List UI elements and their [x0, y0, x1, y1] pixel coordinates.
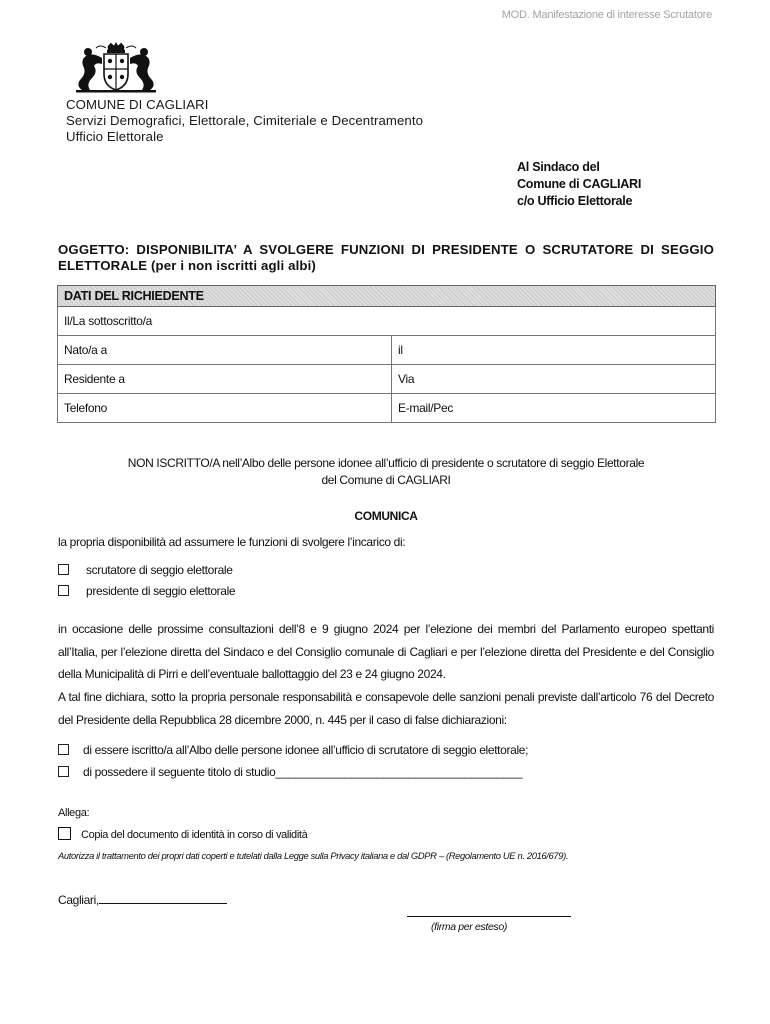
street-field[interactable]: Via [392, 365, 716, 394]
recipient-line-1: Al Sindaco del [517, 160, 600, 174]
option-scrutatore-label: scrutatore di seggio elettorale [86, 563, 233, 577]
comunica-title: COMUNICA [354, 509, 418, 523]
recipient-line-3: c/o Ufficio Elettorale [517, 194, 633, 208]
phone-field[interactable]: Telefono [58, 394, 392, 423]
declaration-item-1[interactable] [58, 743, 528, 757]
option-presidente-label: presidente di seggio elettorale [86, 584, 236, 598]
subject-suffix: (per i non iscritti agli albi) [147, 258, 316, 273]
option-scrutatore[interactable] [58, 563, 233, 577]
recipient-block [517, 159, 641, 210]
organization-name: COMUNE DI CAGLIARI [66, 97, 209, 112]
privacy-notice: Autorizza il trattamento dei propri dati coperti e tutelati dalla Legge sulla Privacy italiana e dal GDPR – (Regolamento UE n. 2016/679). [58, 850, 569, 861]
form-code-label: MOD. Manifestazione di interesse Scrutatore [501, 9, 712, 21]
subject-text: OGGETTO: DISPONIBILITA’ A SVOLGERE FUNZIONI DI PRESIDENTE O SCRUTATORE DI SEGGIO ELETTORALE [58, 242, 714, 273]
signature-line[interactable] [407, 916, 571, 917]
checkbox-icon[interactable] [58, 766, 69, 777]
organization-department: Servizi Demografici, Elettorale, Cimiteriale e Decentramento [66, 113, 424, 128]
organization-block [66, 97, 423, 145]
email-field[interactable]: E-mail/Pec [392, 394, 716, 423]
signer-name-field[interactable]: Il/La sottoscritto/a [58, 307, 716, 336]
checkbox-icon[interactable] [58, 827, 71, 840]
declaration-item-2-label: di possedere il seguente titolo di studio_______________________________________ [83, 765, 523, 779]
applicant-data-table [57, 285, 716, 423]
checkbox-icon[interactable] [58, 564, 69, 575]
birthplace-field[interactable]: Nato/a a [58, 336, 392, 365]
subject-heading [58, 242, 714, 274]
signature-caption: (firma per esteso) [431, 921, 507, 933]
applicant-table-heading: DATI DEL RICHIEDENTE [58, 286, 716, 307]
checkbox-icon[interactable] [58, 744, 69, 755]
birthdate-field[interactable]: il [392, 336, 716, 365]
organization-office: Ufficio Elettorale [66, 129, 164, 144]
recipient-line-2: Comune di CAGLIARI [517, 177, 642, 191]
declaration-block [58, 455, 714, 489]
declaration-line-1: NON ISCRITTO/A nell’Albo delle persone idonee all’ufficio di presidente o scrutatore di seggio Elettorale [127, 456, 645, 470]
place-date-field[interactable] [58, 890, 227, 907]
comunica-intro: la propria disponibilità ad assumere le funzioni di svolgere l’incarico di: [58, 535, 406, 549]
attachments-label: Allega: [58, 807, 90, 819]
date-underline [99, 890, 227, 904]
option-presidente[interactable] [58, 584, 235, 598]
residence-field[interactable]: Residente a [58, 365, 392, 394]
declaration-item-1-label: di essere iscritto/a all’Albo delle persone idonee all’ufficio di scrutatore di seggio elettorale; [83, 743, 529, 757]
attachment-item-label: Copia del documento di identità in corso di validità [81, 829, 308, 841]
body-paragraph-2: A tal fine dichiara, sotto la propria personale responsabilità e consapevole delle sanzioni penali previste dall’articolo 76 del Decreto del Presidente della Repubblica 28 dicembre 2000, n. 445 per il caso di false dichiarazioni: [58, 690, 714, 727]
body-paragraph-1: in occasione delle prossime consultazioni dell’8 e 9 giugno 2024 per l’elezione dei membri del Parlamento europeo spettanti all’Italia, per l’elezione diretta del Sindaco e del Consiglio comunale di Cagliari e per l’elezione diretta del Presidente e del Consiglio della Municipalità di Pirri e dell’eventuale ballottaggio del 23 e 24 giugno 2024. [58, 622, 714, 681]
coat-of-arms-logo [68, 42, 164, 94]
place-label: Cagliari, [58, 893, 99, 907]
declaration-line-2: del Comune di CAGLIARI [321, 473, 451, 487]
attachment-item[interactable] [58, 827, 307, 841]
checkbox-icon[interactable] [58, 585, 69, 596]
declaration-item-2[interactable] [58, 765, 522, 779]
